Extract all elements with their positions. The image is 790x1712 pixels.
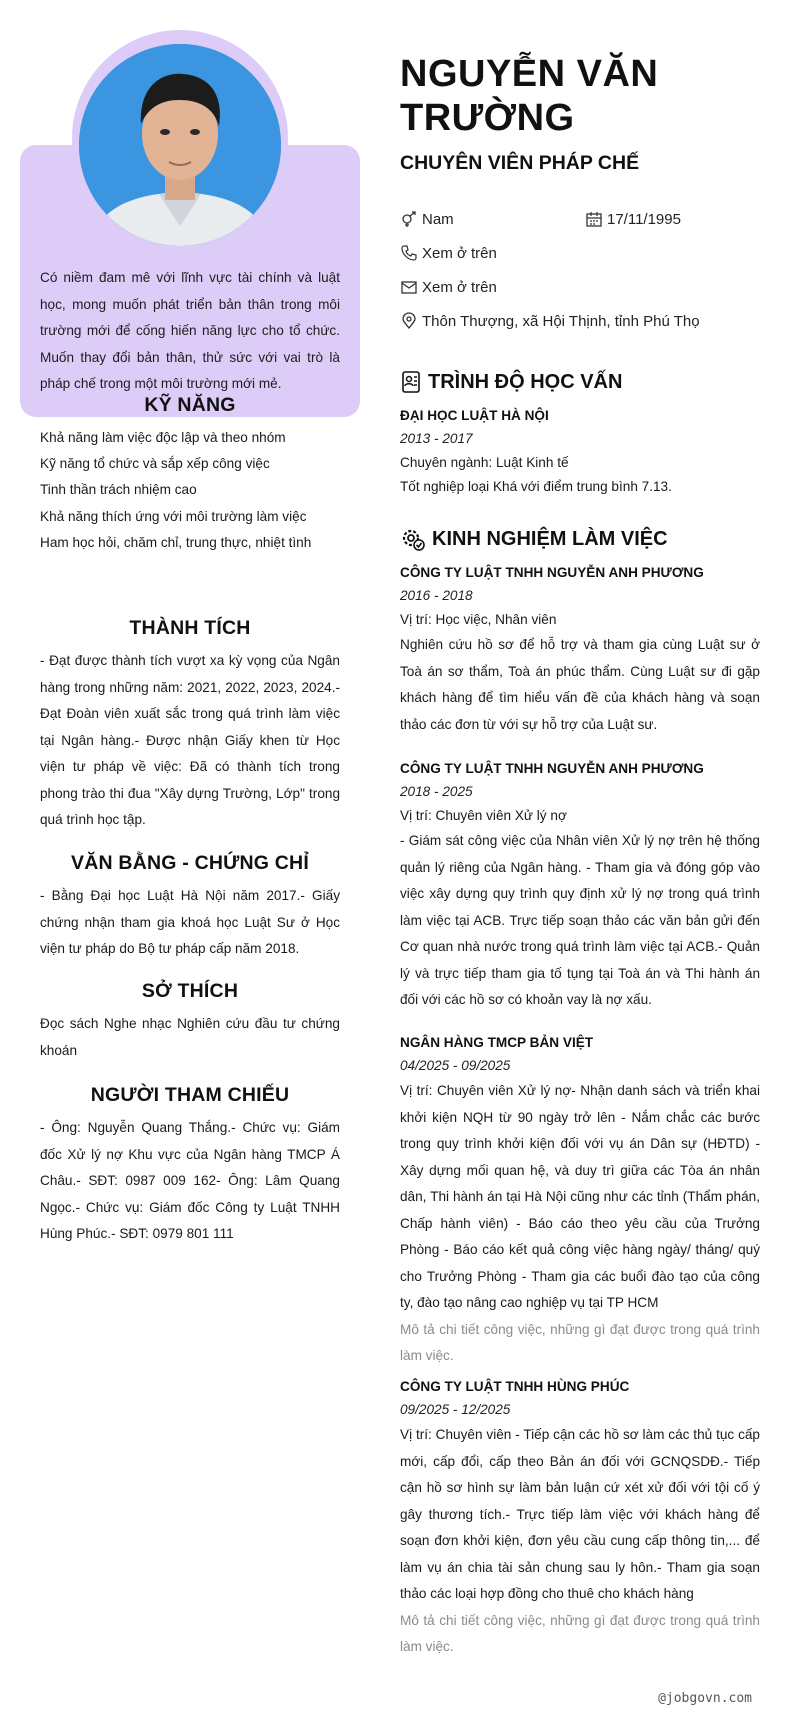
summary-text: Có niềm đam mê với lĩnh vực tài chính và luật học, mong muốn phát triển bản thân trong môi trường mới để cống hiến năng lực cho tổ chức. Muốn thay đổi bản thân, thử sức với vai trò là pháp chế trong một môi trường mới mẻ. (40, 270, 340, 391)
education-icon (400, 370, 422, 394)
job-entry-1 (400, 562, 760, 738)
certificates-heading: VĂN BẰNG - CHỨNG CHỈ (71, 852, 309, 874)
location-pin-icon (400, 312, 418, 330)
calendar-icon (585, 210, 603, 228)
job-description: - Giám sát công việc của Nhân viên Xử lý nợ trên hệ thống quản lý riêng của Ngân hàng. - Tham gia và đóng góp vào việc xây dựng quy trình quy định xử lý nợ trong quá trình làm việc tại ACB. Trực tiếp soạn thảo các văn bản gửi đến Cơ quan nhà nước trong quá trình làm việc tại ACB.- Quản lý và trực tiếp tham gia tố tụng tại Toà án và Thi hành án đối với các hồ sơ có khoản vay là nợ xấu. (400, 833, 760, 1007)
job-entry-4 (400, 1376, 760, 1661)
full-name (400, 52, 658, 140)
watermark: @jobgovn.com (658, 1691, 752, 1706)
email-value: Xem ở trên (422, 278, 497, 296)
education-result: Tốt nghiệp loại Khá với điểm trung bình 7.13. (400, 479, 672, 494)
education-heading (400, 370, 622, 394)
birthday-info (585, 210, 681, 228)
achievements-section (40, 617, 340, 834)
job-period: 2016 - 2018 (400, 588, 473, 603)
job-entry-3 (400, 1032, 760, 1370)
phone-icon (400, 244, 418, 262)
hobbies-text: Đọc sách Nghe nhạc Nghiên cứu đầu tư chứng khoán (40, 1016, 340, 1058)
job-note: Mô tả chi tiết công việc, những gì đạt được trong quá trình làm việc. (400, 1612, 760, 1654)
hobbies-section (40, 980, 340, 1064)
name-line-2: TRƯỜNG (400, 97, 575, 139)
job-entry-2 (400, 758, 760, 1014)
job-org: NGÂN HÀNG TMCP BẢN VIỆT (400, 1035, 594, 1050)
email-icon (400, 278, 418, 296)
job-org: CÔNG TY LUẬT TNHH NGUYỄN ANH PHƯƠNG (400, 565, 704, 580)
experience-heading (400, 526, 668, 552)
gender-info (400, 210, 454, 228)
education-entry (400, 405, 760, 499)
job-description: Vị trí: Chuyên viên - Tiếp cận các hồ sơ làm các thủ tục cấp mới, cấp đổi, cấp theo Bản án đối với GCNQSDĐ.- Tiếp cận hồ sơ hình sự làm bản luận cứ xét xử đối với tội cố ý gây thương tích.- Trực tiếp làm việc với khách hàng để soạn đơn khởi kiện, đơn yêu cầu cung cấp thông tin,... để làm vụ án chia tài sản chung sau ly hôn.- Tham gia soạn thảo các loại hợp đồng cho thuê cho khách hàng (400, 1427, 760, 1601)
email-info (400, 278, 497, 296)
list-item: Tinh thần trách nhiệm cao (40, 482, 197, 498)
birthday-value: 17/11/1995 (607, 210, 681, 228)
job-period: 2018 - 2025 (400, 784, 473, 799)
achievements-heading: THÀNH TÍCH (129, 617, 251, 639)
job-title: CHUYÊN VIÊN PHÁP CHẾ (400, 152, 640, 174)
job-description: Vị trí: Chuyên viên Xử lý nợ- Nhận danh sách và triển khai khởi kiện NQH từ 90 ngày trở lên - Nắm chắc các bước trong quy trình khởi kiện đối với vụ án Dân sự (HĐTD) - Xây dựng mối quan hệ, và duy trì giữa các Tòa án nhân dân, Thi hành án tại Hà Nội cũng như các tỉnh (Thẩm phán, Chấp hành viên) - Báo cáo theo yêu cầu của Trưởng Phòng - Báo cáo kết quả công việc hàng ngày/ tháng/ quý cho Trưởng Phòng - Tham gia các buổi đào tạo của công ty, đào tạo nâng cao nghiệp vụ tại TP HCM (400, 1083, 760, 1310)
certificates-section (40, 852, 340, 963)
school-name: ĐẠI HỌC LUẬT HÀ NỘI (400, 408, 549, 423)
job-org: CÔNG TY LUẬT TNHH NGUYỄN ANH PHƯƠNG (400, 761, 704, 776)
list-item: Khả năng làm việc độc lập và theo nhóm (40, 430, 286, 445)
skills-list (40, 425, 340, 556)
list-item: Kỹ năng tổ chức và sắp xếp công việc (40, 456, 270, 472)
job-description: Nghiên cứu hồ sơ để hỗ trợ và tham gia cùng Luật sư ở Toà án sơ thẩm, Toà án phúc thẩm. Cùng Luật sư đi gặp khách hàng để tìm hiểu vấn đề của khách hàng và soạn thảo các đơn từ với sự hỗ trợ của Luật sư. (400, 637, 760, 732)
education-period: 2013 - 2017 (400, 431, 473, 446)
job-note: Mô tả chi tiết công việc, những gì đạt được trong quá trình làm việc. (400, 1321, 760, 1363)
references-heading: NGƯỜI THAM CHIẾU (90, 1084, 290, 1106)
job-period: 04/2025 - 09/2025 (400, 1058, 511, 1073)
job-org: CÔNG TY LUẬT TNHH HÙNG PHÚC (400, 1379, 630, 1394)
references-section (40, 1084, 340, 1248)
gender-value: Nam (422, 210, 454, 228)
phone-value: Xem ở trên (422, 244, 497, 262)
list-item: Khả năng thích ứng với môi trường làm việc (40, 508, 307, 524)
job-position: Vị trí: Học việc, Nhân viên (400, 612, 557, 627)
gear-check-icon (400, 526, 426, 552)
phone-info (400, 244, 497, 262)
gender-icon (400, 210, 418, 228)
job-position: Vị trí: Chuyên viên Xử lý nợ (400, 808, 567, 823)
address-info (400, 312, 700, 330)
education-heading-text: TRÌNH ĐỘ HỌC VẤN (428, 370, 623, 393)
certificates-text: - Bằng Đại học Luật Hà Nội năm 2017.- Giấy chứng nhận tham gia khoá học Luật Sư ở Học viện tư pháp do Bộ tư pháp cấp năm 2018. (40, 888, 340, 956)
portrait-photo (79, 44, 281, 246)
address-value: Thôn Thượng, xã Hội Thịnh, tỉnh Phú Thọ (422, 312, 700, 330)
references-text: - Ông: Nguyễn Quang Thắng.- Chức vụ: Giám đốc Xử lý nợ Khu vực của Ngân hàng TMCP Á Châu.- SĐT: 0987 009 162- Ông: Lâm Quang Ngọc.- Chức vụ: Giám đốc Công ty Luật TNHH Hùng Phúc.- SĐT: 0979 801 111 (40, 1120, 340, 1241)
list-item: Ham học hỏi, chăm chỉ, trung thực, nhiệt tình (40, 534, 312, 550)
name-line-1: NGUYỄN VĂN (400, 53, 659, 95)
avatar (79, 44, 281, 246)
education-major: Chuyên ngành: Luật Kinh tế (400, 455, 569, 470)
hobbies-heading: SỞ THÍCH (141, 980, 239, 1002)
job-period: 09/2025 - 12/2025 (400, 1402, 511, 1417)
skills-heading: KỸ NĂNG (144, 394, 236, 416)
skills-section (40, 394, 340, 556)
experience-heading-text: KINH NGHIỆM LÀM VIỆC (432, 527, 668, 550)
achievements-text: - Đạt được thành tích vượt xa kỳ vọng của Ngân hàng trong những năm: 2021, 2022, 2023, 2024.- Đạt Đoàn viên xuất sắc trong quá trình làm việc tại Ngân hàng.- Được nhận Giấy khen từ Học viện tư pháp về việc: Đã có thành tích trong phong trào thi đua "Xây dựng Trường, Lớp" trong quá trình học tập. (40, 653, 340, 827)
